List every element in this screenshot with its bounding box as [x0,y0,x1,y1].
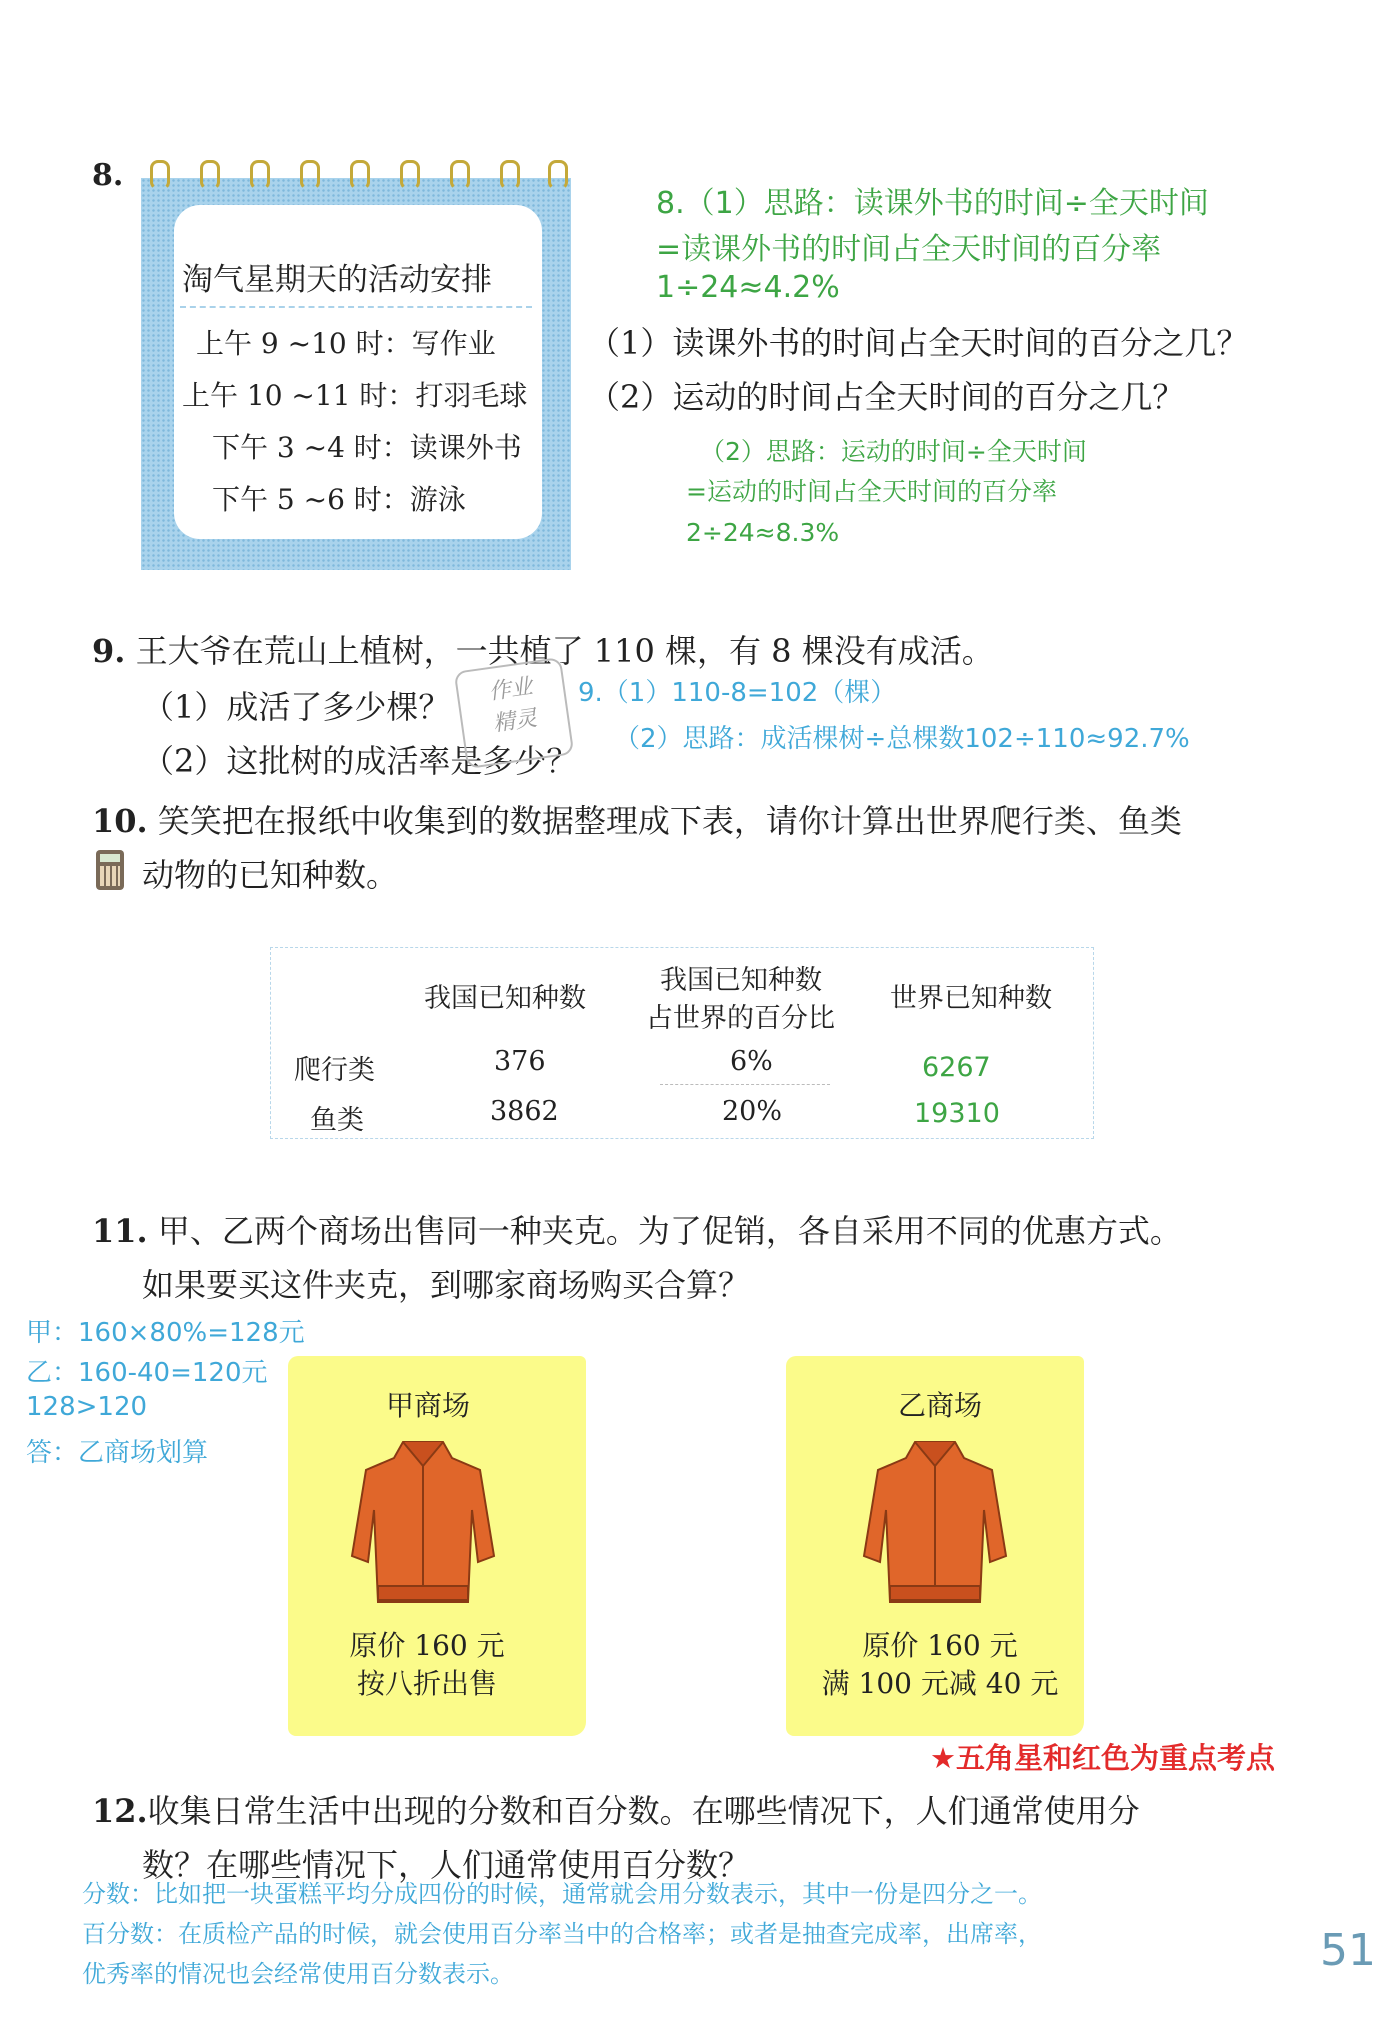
question-10-text: 笑笑把在报纸中收集到的数据整理成下表，请你计算出世界爬行类、鱼类 [157,802,1182,840]
schedule-item: 下午 5 ~6 时：游泳 [212,483,466,516]
question-11-text: 甲、乙两个商场出售同一种夹克。为了促销，各自采用不同的优惠方式。 [157,1212,1182,1250]
schedule-item: 上午 10 ~11 时：打羽毛球 [182,379,528,412]
answer-11-line3: 128>120 [26,1392,148,1422]
store-a-offer: 按八折出售 [356,1667,497,1700]
table-row-name: 爬行类 [294,1055,375,1086]
table-header-percent-line1: 我国已知种数 [660,965,822,996]
answer-9-1: 9.（1）110-8=102（棵） [578,678,897,708]
answer-11-line2: 乙：160-40=120元 [26,1358,268,1388]
question-12-line2: 数？在哪些情况下，人们通常使用百分数？ [142,1846,751,1884]
question-12-number: 12. [92,1792,148,1830]
question-12-line1 [92,1786,1140,1832]
table-header-world: 世界已知种数 [890,983,1052,1014]
schedule-item: 上午 9 ~10 时：写作业 [196,327,496,360]
question-10-number: 10. [92,802,148,840]
answer-12-line2: 百分数：在质检产品的时候，就会使用百分率当中的合格率；或者是抽查完成率，出席率， [82,1920,1042,1948]
table-header-domestic: 我国已知种数 [424,983,586,1014]
question-8-sub1: （1）读课外书的时间占全天时间的百分之几？ [588,324,1249,362]
calculator-icon [96,850,124,890]
question-11-line2: 如果要买这件夹克，到哪家商场购买合算？ [142,1266,751,1304]
schedule-item: 下午 3 ~4 时：读课外书 [212,431,522,464]
schedule-title: 淘气星期天的活动安排 [182,262,492,298]
answer-8-1-line2: =读课外书的时间占全天时间的百分率 [656,232,1162,267]
jacket-icon [348,1436,498,1606]
jacket-icon [860,1436,1010,1606]
stamp-line-1: 作业 [487,674,535,706]
table-cell-world-answer: 6267 [922,1052,991,1083]
table-cell-world-answer: 19310 [914,1098,1000,1129]
question-10-line1 [92,796,1182,842]
watermark-stamp [454,657,575,769]
question-11-line1 [92,1206,1182,1252]
answer-8-2-line2: =运动的时间占全天时间的百分率 [686,477,1057,506]
answer-11-line4: 答：乙商场划算 [26,1438,209,1468]
answer-11-line1: 甲：160×80%=128元 [26,1318,305,1348]
table-cell-domestic: 3862 [490,1096,559,1127]
store-a-price: 原价 160 元 [349,1629,505,1662]
table-cell-percent: 20% [722,1096,783,1127]
question-8-number: 8. [92,158,124,193]
table-header-percent-line2: 占世界的百分比 [646,1003,835,1034]
table-row-name: 鱼类 [310,1105,364,1136]
store-b-offer: 满 100 元减 40 元 [821,1667,1059,1700]
key-point-note: ★五角星和红色为重点考点 [930,1741,1275,1775]
answer-12-line1: 分数：比如把一块蛋糕平均分成四份的时候，通常就会用分数表示，其中一份是四分之一。 [82,1880,1042,1908]
answer-8-2-line3: 2÷24≈8.3% [686,518,840,547]
question-11-number: 11. [92,1212,148,1250]
table-divider [660,1084,830,1085]
store-a-title: 甲商场 [385,1389,470,1422]
store-b-title: 乙商场 [897,1389,982,1422]
question-9-number: 9. [92,632,126,670]
answer-8-1-line3: 1÷24≈4.2% [656,270,840,305]
answer-9-2: （2）思路：成活棵树÷总棵数102÷110≈92.7% [614,724,1190,754]
question-8-sub2: （2）运动的时间占全天时间的百分之几？ [588,378,1185,416]
table-cell-percent: 6% [730,1046,773,1077]
schedule-divider [180,306,532,308]
page-number: 51 [1320,1925,1376,1976]
question-9-sub1: （1）成活了多少棵？ [142,688,451,726]
question-10-line2: 动物的已知种数。 [142,856,399,894]
question-9-text: 王大爷在荒山上植树，一共植了 110 棵，有 8 棵没有成活。 [135,632,994,670]
answer-8-2-line1: （2）思路：运动的时间÷全天时间 [700,437,1087,466]
table-cell-domestic: 376 [494,1046,546,1077]
question-12-text: 收集日常生活中出现的分数和百分数。在哪些情况下，人们通常使用分 [147,1792,1140,1830]
store-b-price: 原价 160 元 [862,1629,1018,1662]
question-9-sub2: （2）这批树的成活率是多少？ [142,742,579,780]
stamp-line-2: 精灵 [491,705,539,737]
answer-8-1-line1: 8.（1）思路：读课外书的时间÷全天时间 [656,186,1209,221]
answer-12-line3: 优秀率的情况也会经常使用百分数表示。 [82,1960,514,1988]
